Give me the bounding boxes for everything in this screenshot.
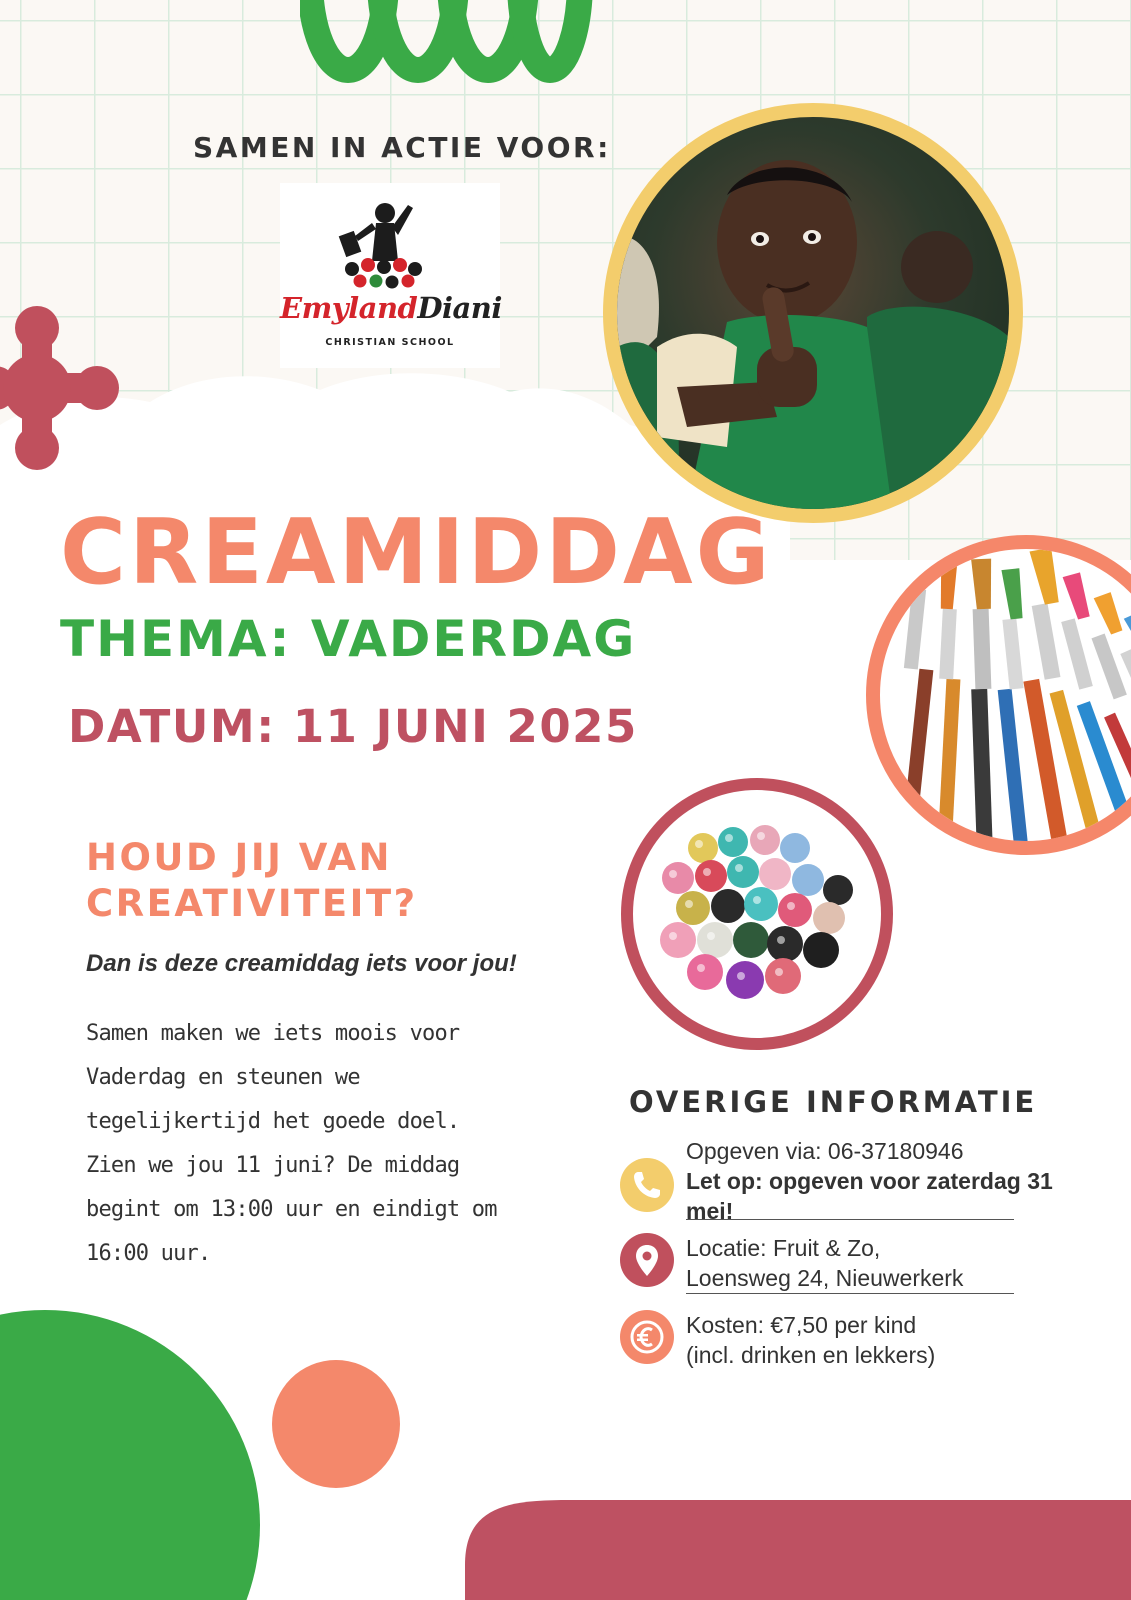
orange-dot-decoration: [272, 1360, 400, 1488]
paintbrushes-image: [880, 549, 1131, 841]
logo-name: [280, 291, 500, 325]
logo-figure-icon: [280, 183, 500, 293]
child-thumbs-up-image: [617, 117, 1009, 509]
bottom-decoration: [0, 1300, 1131, 1600]
location-line1: Locatie: Fruit & Zo,: [686, 1235, 881, 1261]
beads-image: [633, 790, 881, 1038]
raspberry-block-decoration: [465, 1500, 1131, 1600]
green-loops-decoration: [300, 0, 600, 90]
cross-decoration: [0, 305, 125, 475]
samen-in-actie-heading: SAMEN IN ACTIE VOOR:: [193, 131, 611, 164]
paintbrush-photo: [866, 535, 1131, 855]
event-date: DATUM: 11 JUNI 2025: [68, 700, 638, 753]
logo-name-part2: Diani: [417, 291, 502, 325]
event-theme: THEMA: VADERDAG: [60, 610, 637, 668]
event-title: CREAMIDDAG: [60, 500, 773, 605]
child-photo: [603, 103, 1023, 523]
phone-line: Opgeven via: 06-37180946: [686, 1138, 964, 1164]
phone-note: Let op: opgeven voor zaterdag 31 mei!: [686, 1168, 1053, 1224]
logo-name-part1: Emyland: [280, 291, 418, 325]
cost-line2: (incl. drinken en lekkers): [686, 1342, 936, 1368]
cost-line1: Kosten: €7,50 per kind: [686, 1312, 917, 1338]
info-heading: OVERIGE INFORMATIE: [629, 1085, 1038, 1119]
divider: [686, 1293, 1014, 1294]
creativity-question: HOUD JIJ VAN CREATIVITEIT?: [86, 836, 418, 925]
logo-subtitle: CHRISTIAN SCHOOL: [325, 337, 455, 348]
map-pin-icon: [620, 1233, 674, 1287]
info-location-text: [686, 1233, 1066, 1293]
event-description: Samen maken we iets moois voor Vaderdag en steunen we tegelijkertijd het goede doel. Zien we jou 11 juni? De middag begint om 13:00 uur en eindigt om 16:00 uur.: [86, 1021, 497, 1266]
green-circle-decoration: [0, 1310, 260, 1600]
school-logo: [280, 183, 500, 368]
divider: [686, 1219, 1014, 1220]
beads-photo: [621, 778, 893, 1050]
phone-icon: [620, 1158, 674, 1212]
info-phone-text: [686, 1136, 1066, 1226]
location-line2: Loensweg 24, Nieuwerkerk: [686, 1265, 964, 1291]
creativity-tagline: Dan is deze creamiddag iets voor jou!: [86, 950, 517, 977]
